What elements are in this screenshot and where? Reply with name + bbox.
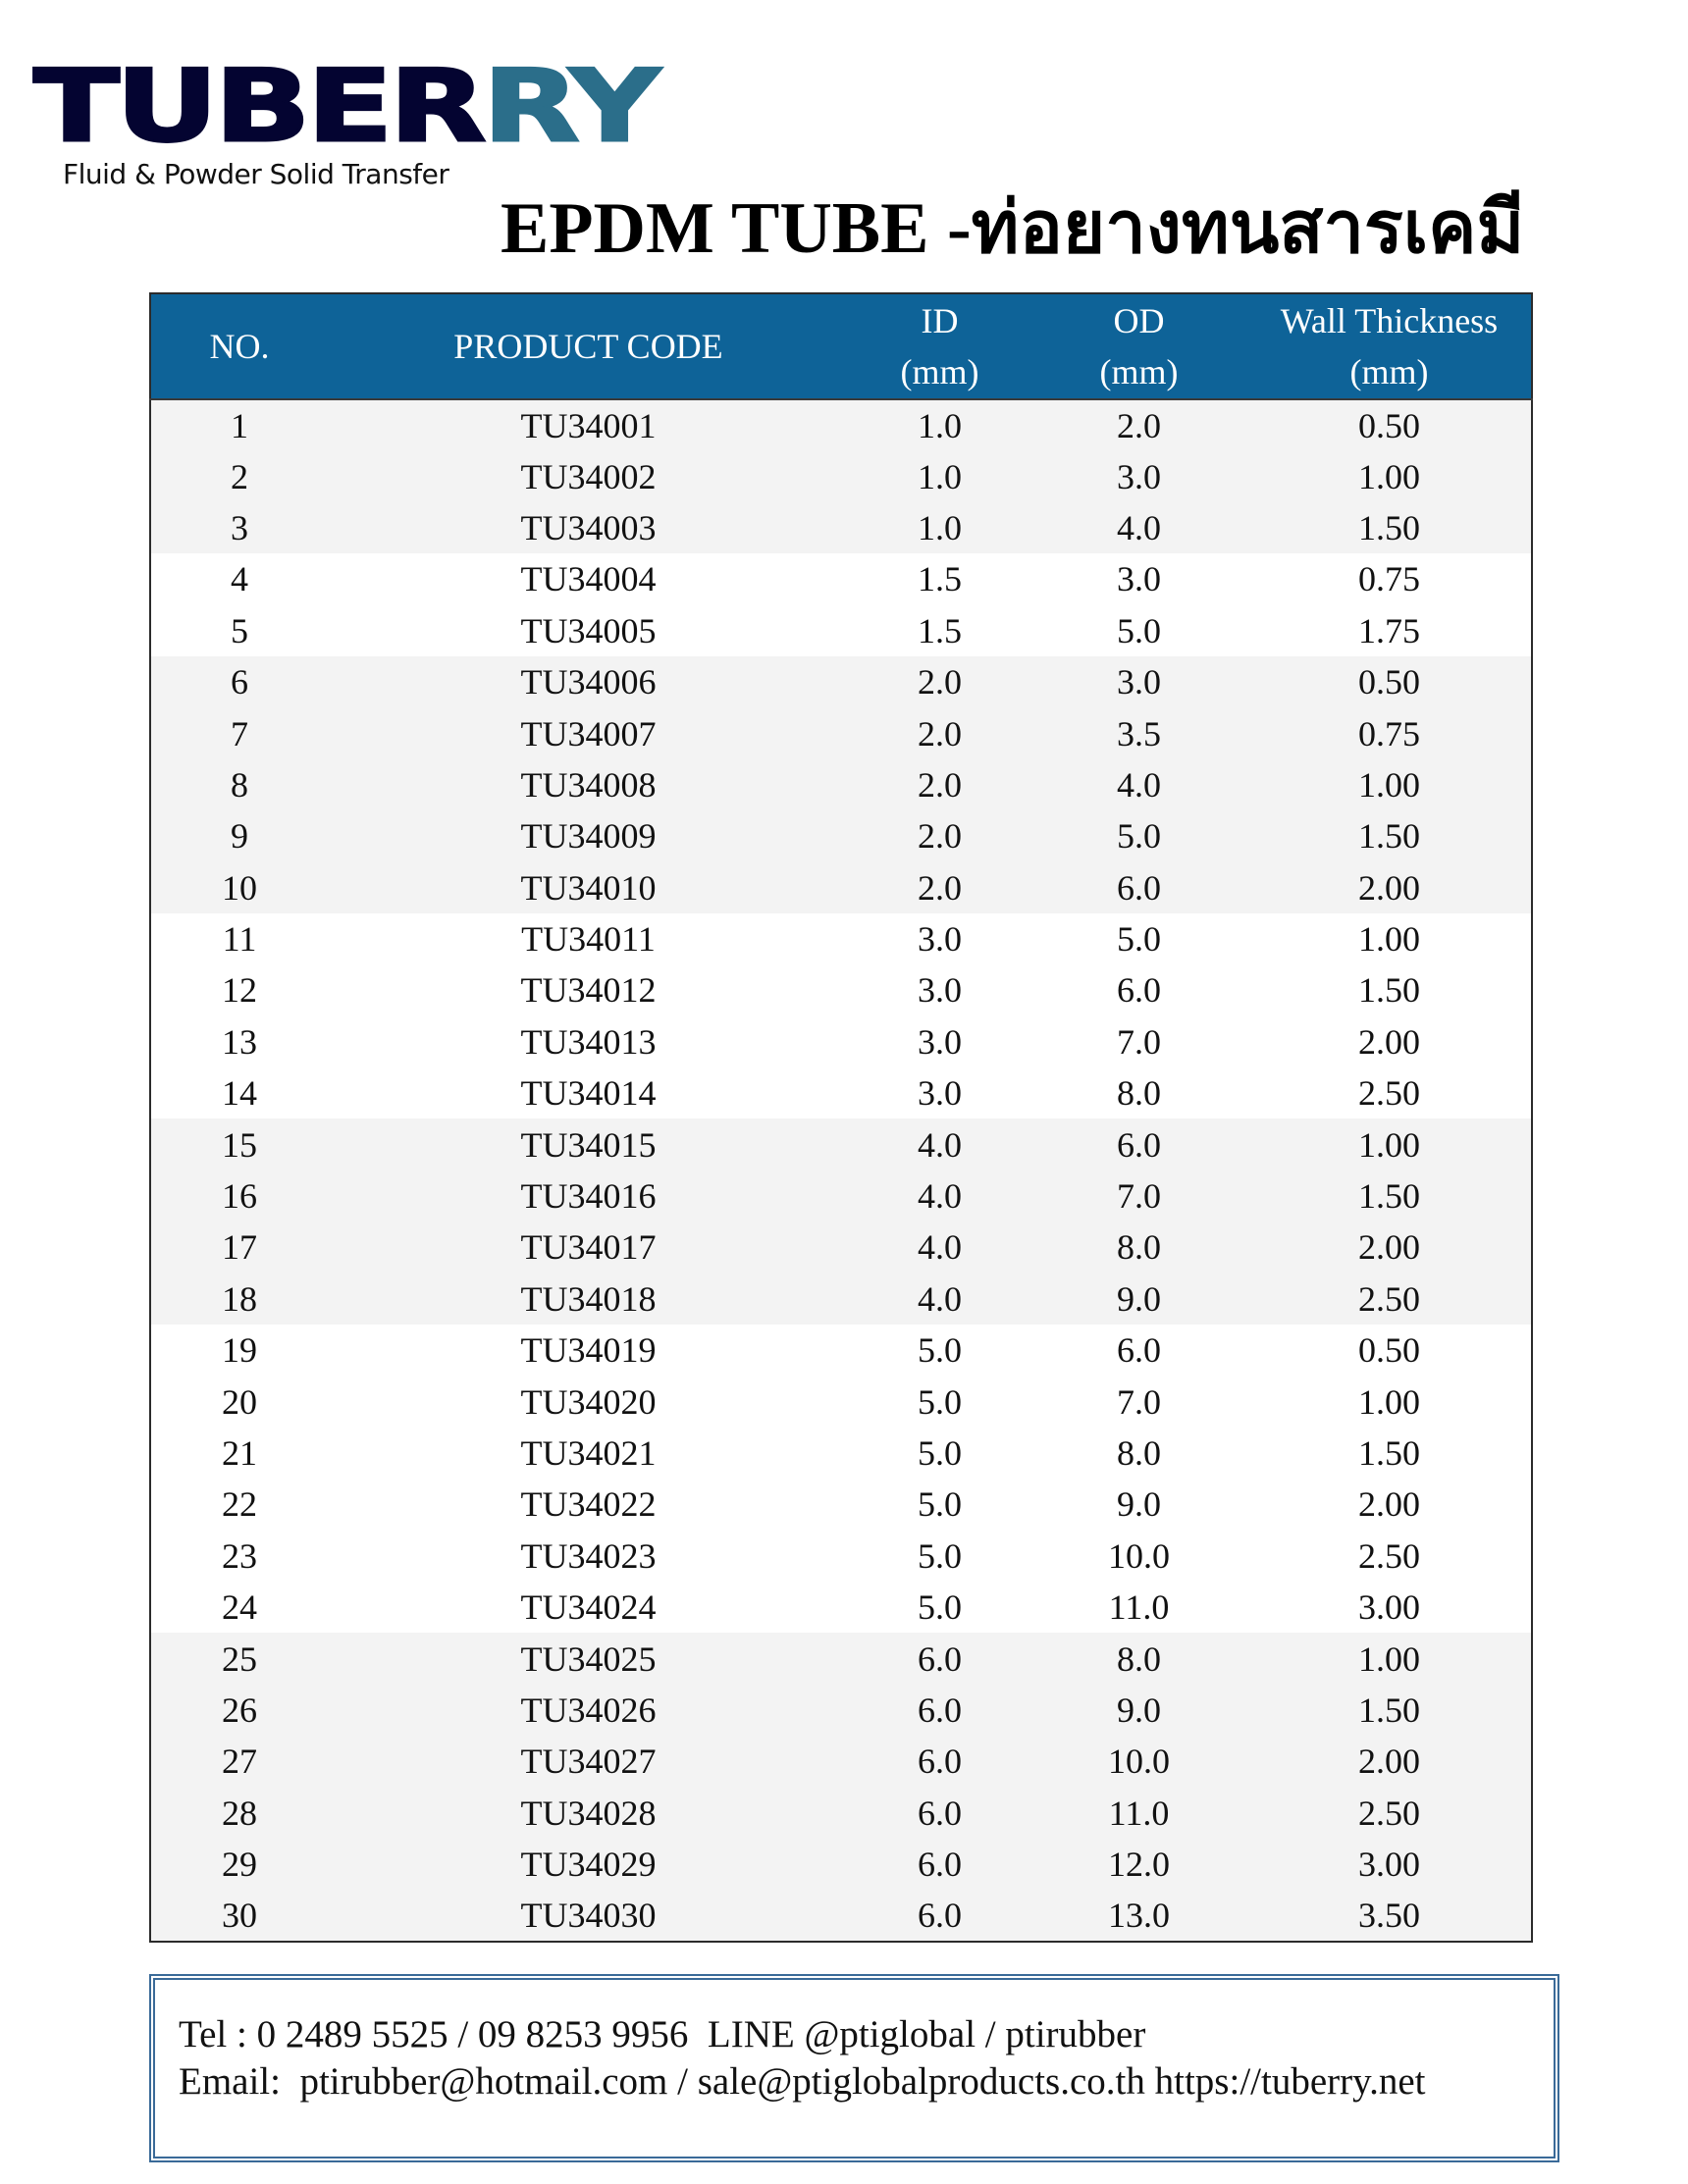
- cell-wall-thickness: 1.50: [1358, 816, 1420, 857]
- cell-wall-thickness: 0.50: [1358, 662, 1420, 702]
- table-row: [150, 1788, 1532, 1839]
- table-row: [150, 450, 1532, 501]
- cell-product-code: TU34013: [520, 1021, 657, 1062]
- cell-wall-thickness: 1.50: [1358, 970, 1420, 1011]
- cell-wall-thickness: 3.00: [1358, 1845, 1420, 1885]
- cell-id: 5.0: [918, 1587, 962, 1628]
- cell-id: 2.0: [918, 764, 962, 805]
- cell-id: 1.0: [918, 405, 962, 445]
- cell-product-code: TU34002: [520, 456, 657, 496]
- cell-id: 4.0: [918, 1278, 962, 1319]
- cell-id: 3.0: [918, 1073, 962, 1114]
- cell-no: 30: [222, 1896, 257, 1936]
- cell-id: 4.0: [918, 1227, 962, 1268]
- cell-wall-thickness: 2.50: [1358, 1073, 1420, 1114]
- cell-id: 2.0: [918, 662, 962, 702]
- table-row: [150, 399, 1532, 450]
- cell-od: 3.0: [1117, 456, 1161, 496]
- cell-no: 23: [222, 1535, 257, 1576]
- cell-wall-thickness: 1.00: [1358, 456, 1420, 496]
- cell-product-code: TU34006: [520, 662, 657, 702]
- page-title: EPDM TUBE -ท่อยางทนสารเคมี: [501, 188, 1525, 269]
- cell-od: 11.0: [1108, 1793, 1170, 1833]
- cell-id: 4.0: [918, 1124, 962, 1165]
- cell-no: 28: [222, 1793, 257, 1833]
- cell-product-code: TU34028: [520, 1793, 657, 1833]
- cell-od: 9.0: [1117, 1690, 1161, 1730]
- cell-no: 2: [231, 456, 248, 496]
- cell-product-code: TU34018: [520, 1278, 657, 1319]
- cell-id: 3.0: [918, 919, 962, 960]
- cell-wall-thickness: 2.50: [1358, 1278, 1420, 1319]
- cell-id: 5.0: [918, 1535, 962, 1576]
- table-row: [150, 1890, 1532, 1941]
- cell-no: 15: [222, 1124, 257, 1165]
- cell-product-code: TU34027: [520, 1742, 657, 1782]
- logo-wordmark: [33, 48, 657, 165]
- cell-product-code: TU34012: [520, 970, 657, 1011]
- cell-wall-thickness: 0.75: [1358, 559, 1420, 599]
- cell-wall-thickness: 3.50: [1358, 1896, 1420, 1936]
- table-row: [150, 1222, 1532, 1273]
- cell-od: 12.0: [1108, 1845, 1170, 1885]
- cell-id: 6.0: [918, 1690, 962, 1730]
- cell-od: 9.0: [1117, 1484, 1161, 1525]
- table-row: [150, 656, 1532, 707]
- table-row: [150, 1118, 1532, 1170]
- cell-product-code: TU34025: [520, 1638, 657, 1679]
- cell-no: 1: [231, 405, 248, 445]
- cell-no: 12: [222, 970, 257, 1011]
- cell-id: 5.0: [918, 1484, 962, 1525]
- cell-no: 29: [222, 1845, 257, 1885]
- cell-id: 3.0: [918, 970, 962, 1011]
- cell-product-code: TU34022: [520, 1484, 657, 1525]
- cell-wall-thickness: 2.50: [1358, 1793, 1420, 1833]
- cell-id: 2.0: [918, 816, 962, 857]
- table-row: [150, 1274, 1532, 1325]
- contact-info-box: [149, 1974, 1559, 2162]
- cell-product-code: TU34023: [520, 1535, 657, 1576]
- cell-product-code: TU34021: [520, 1433, 657, 1473]
- cell-wall-thickness: 1.00: [1358, 764, 1420, 805]
- table-row: [150, 1016, 1532, 1067]
- column-header-product-code: PRODUCT CODE: [328, 293, 849, 399]
- table-row: [150, 913, 1532, 964]
- cell-od: 8.0: [1117, 1638, 1161, 1679]
- table-row: [150, 964, 1532, 1015]
- cell-wall-thickness: 2.00: [1358, 1227, 1420, 1268]
- cell-od: 4.0: [1117, 507, 1161, 547]
- table-row: [150, 1633, 1532, 1684]
- product-spec-table: [149, 292, 1533, 1943]
- cell-no: 4: [231, 559, 248, 599]
- cell-wall-thickness: 1.50: [1358, 507, 1420, 547]
- table-row: [150, 1170, 1532, 1222]
- table-row: [150, 1531, 1532, 1582]
- cell-product-code: TU34030: [520, 1896, 657, 1936]
- cell-no: 8: [231, 764, 248, 805]
- cell-od: 2.0: [1117, 405, 1161, 445]
- cell-product-code: TU34007: [520, 713, 657, 754]
- cell-od: 6.0: [1117, 1330, 1161, 1371]
- cell-no: 17: [222, 1227, 257, 1268]
- cell-od: 7.0: [1117, 1381, 1161, 1422]
- column-header-od: OD (mm): [1030, 293, 1247, 399]
- cell-wall-thickness: 1.00: [1358, 919, 1420, 960]
- cell-od: 8.0: [1117, 1073, 1161, 1114]
- cell-od: 5.0: [1117, 816, 1161, 857]
- table-row: [150, 1736, 1532, 1787]
- cell-no: 16: [222, 1176, 257, 1217]
- cell-product-code: TU34029: [520, 1845, 657, 1885]
- table-header-row: [150, 293, 1532, 399]
- table-row: [150, 1685, 1532, 1736]
- table-body: [150, 399, 1532, 1942]
- cell-product-code: TU34014: [520, 1073, 657, 1114]
- cell-product-code: TU34011: [521, 919, 656, 960]
- cell-wall-thickness: 1.50: [1358, 1176, 1420, 1217]
- logo-tagline: Fluid & Powder Solid Transfer: [63, 158, 449, 190]
- cell-id: 1.5: [918, 559, 962, 599]
- table-row: [150, 605, 1532, 656]
- cell-product-code: TU34010: [520, 867, 657, 908]
- cell-no: 3: [231, 507, 248, 547]
- cell-product-code: TU34017: [520, 1227, 657, 1268]
- cell-id: 3.0: [918, 1021, 962, 1062]
- cell-no: 19: [222, 1330, 257, 1371]
- cell-product-code: TU34009: [520, 816, 657, 857]
- cell-no: 27: [222, 1742, 257, 1782]
- cell-product-code: TU34004: [520, 559, 657, 599]
- cell-id: 4.0: [918, 1176, 962, 1217]
- cell-wall-thickness: 2.00: [1358, 1484, 1420, 1525]
- cell-od: 5.0: [1117, 610, 1161, 650]
- cell-no: 24: [222, 1587, 257, 1628]
- cell-no: 20: [222, 1381, 257, 1422]
- cell-od: 5.0: [1117, 919, 1161, 960]
- cell-no: 14: [222, 1073, 257, 1114]
- cell-od: 13.0: [1108, 1896, 1170, 1936]
- cell-id: 1.5: [918, 610, 962, 650]
- table-row: [150, 759, 1532, 810]
- table-row: [150, 707, 1532, 758]
- cell-id: 6.0: [918, 1638, 962, 1679]
- cell-od: 4.0: [1117, 764, 1161, 805]
- cell-wall-thickness: 1.50: [1358, 1690, 1420, 1730]
- contact-phone-line: Tel : 0 2489 5525 / 09 8253 9956 LINE @ptiglobal / ptirubber: [179, 2013, 1146, 2055]
- cell-id: 5.0: [918, 1433, 962, 1473]
- cell-id: 6.0: [918, 1742, 962, 1782]
- cell-product-code: TU34005: [520, 610, 657, 650]
- cell-od: 11.0: [1108, 1587, 1170, 1628]
- cell-id: 6.0: [918, 1845, 962, 1885]
- cell-od: 7.0: [1117, 1176, 1161, 1217]
- cell-wall-thickness: 1.00: [1358, 1638, 1420, 1679]
- cell-od: 10.0: [1108, 1535, 1170, 1576]
- column-header-wall-thickness: Wall Thickness (mm): [1247, 293, 1532, 399]
- cell-no: 7: [231, 713, 248, 754]
- cell-no: 9: [231, 816, 248, 857]
- cell-id: 6.0: [918, 1793, 962, 1833]
- cell-od: 3.5: [1117, 713, 1161, 754]
- cell-product-code: TU34003: [520, 507, 657, 547]
- cell-no: 6: [231, 662, 248, 702]
- cell-product-code: TU34019: [520, 1330, 657, 1371]
- cell-no: 10: [222, 867, 257, 908]
- table-row: [150, 1376, 1532, 1427]
- cell-wall-thickness: 1.50: [1358, 1433, 1420, 1473]
- table-row: [150, 1325, 1532, 1376]
- cell-no: 25: [222, 1638, 257, 1679]
- table-row: [150, 1067, 1532, 1118]
- cell-no: 21: [222, 1433, 257, 1473]
- table-row: [150, 502, 1532, 553]
- table-row: [150, 1839, 1532, 1890]
- cell-no: 11: [222, 919, 257, 960]
- cell-id: 1.0: [918, 456, 962, 496]
- cell-product-code: TU34026: [520, 1690, 657, 1730]
- cell-no: 18: [222, 1278, 257, 1319]
- cell-no: 26: [222, 1690, 257, 1730]
- cell-wall-thickness: 2.50: [1358, 1535, 1420, 1576]
- table-row: [150, 1582, 1532, 1633]
- cell-no: 22: [222, 1484, 257, 1525]
- cell-product-code: TU34016: [520, 1176, 657, 1217]
- cell-no: 13: [222, 1021, 257, 1062]
- cell-od: 10.0: [1108, 1742, 1170, 1782]
- cell-id: 1.0: [918, 507, 962, 547]
- cell-od: 8.0: [1117, 1433, 1161, 1473]
- cell-id: 2.0: [918, 713, 962, 754]
- table-row: [150, 553, 1532, 604]
- table-row: [150, 1428, 1532, 1479]
- logo-wordmark-dark: TUBER: [33, 48, 483, 165]
- logo-wordmark-teal: RY: [482, 48, 657, 165]
- table-row: [150, 862, 1532, 913]
- cell-no: 5: [231, 610, 248, 650]
- cell-product-code: TU34020: [520, 1381, 657, 1422]
- cell-id: 2.0: [918, 867, 962, 908]
- cell-product-code: TU34015: [520, 1124, 657, 1165]
- cell-product-code: TU34024: [520, 1587, 657, 1628]
- cell-wall-thickness: 0.50: [1358, 405, 1420, 445]
- cell-od: 6.0: [1117, 867, 1161, 908]
- cell-od: 9.0: [1117, 1278, 1161, 1319]
- contact-email-line: Email: ptirubber@hotmail.com / sale@ptiglobalproducts.co.th https://tuberry.net: [179, 2060, 1426, 2103]
- cell-wall-thickness: 2.00: [1358, 1021, 1420, 1062]
- cell-id: 5.0: [918, 1381, 962, 1422]
- cell-product-code: TU34008: [520, 764, 657, 805]
- column-header-id: ID (mm): [849, 293, 1030, 399]
- cell-od: 6.0: [1117, 1124, 1161, 1165]
- cell-wall-thickness: 2.00: [1358, 1742, 1420, 1782]
- cell-wall-thickness: 0.75: [1358, 713, 1420, 754]
- cell-id: 5.0: [918, 1330, 962, 1371]
- cell-od: 7.0: [1117, 1021, 1161, 1062]
- brand-logo: [33, 48, 657, 197]
- table-row: [150, 810, 1532, 861]
- column-header-no: NO.: [150, 293, 328, 399]
- cell-wall-thickness: 0.50: [1358, 1330, 1420, 1371]
- cell-wall-thickness: 2.00: [1358, 867, 1420, 908]
- table-row: [150, 1479, 1532, 1530]
- cell-od: 8.0: [1117, 1227, 1161, 1268]
- cell-wall-thickness: 1.00: [1358, 1124, 1420, 1165]
- cell-od: 3.0: [1117, 662, 1161, 702]
- cell-wall-thickness: 3.00: [1358, 1587, 1420, 1628]
- cell-product-code: TU34001: [520, 405, 657, 445]
- cell-id: 6.0: [918, 1896, 962, 1936]
- cell-wall-thickness: 1.00: [1358, 1381, 1420, 1422]
- cell-od: 6.0: [1117, 970, 1161, 1011]
- cell-wall-thickness: 1.75: [1358, 610, 1420, 650]
- cell-od: 3.0: [1117, 559, 1161, 599]
